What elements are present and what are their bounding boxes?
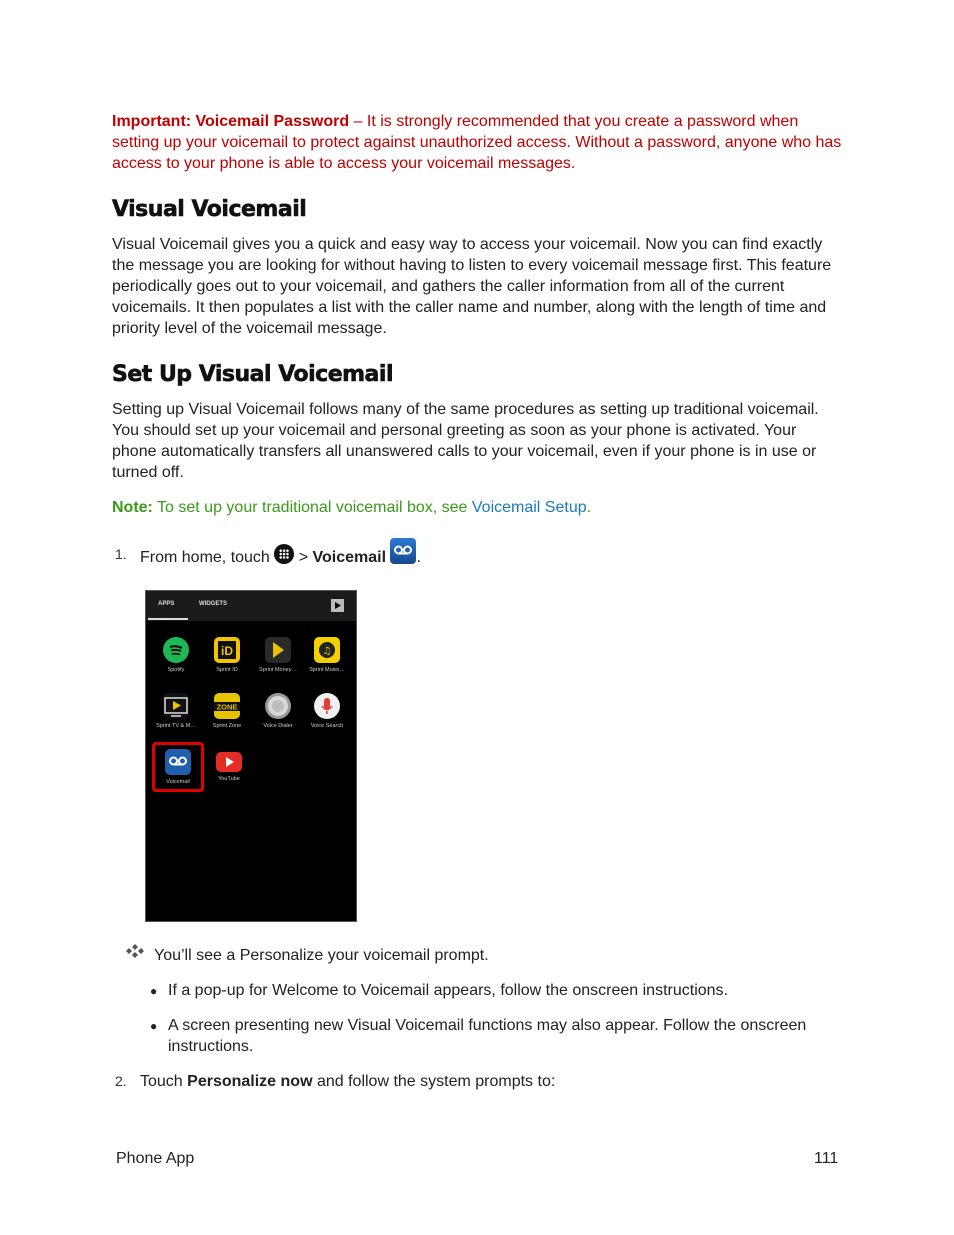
app-sprint-money[interactable] — [252, 637, 304, 673]
sprint-id-icon — [214, 637, 240, 663]
app-label: Sprint Zone — [212, 723, 242, 729]
step-1-end: . — [416, 549, 421, 566]
app-label: Voice Dialer — [263, 723, 293, 729]
step-1-pre: From home, touch — [140, 549, 275, 566]
microphone-icon — [314, 693, 340, 719]
setup-description: Setting up Visual Voicemail follows many of the same procedures as setting up traditional voicemail. You should set up your voicemail and personal greeting as soon as your phone is activated. Your phone automatically transfers all unanswered calls to your voicemail, even if your phone is in use or turned off. — [112, 401, 819, 481]
phone-screenshot — [145, 590, 357, 922]
step-2-personalize-now: Personalize now — [187, 1073, 313, 1090]
bullet-item-1: If a pop-up for Welcome to Voicemail appears, follow the onscreen instructions. — [168, 982, 728, 999]
diamond-bullet-icon — [125, 943, 145, 962]
bullet-dot: ● — [150, 1019, 158, 1033]
svg-text:♫: ♫ — [322, 646, 332, 657]
note-end: . — [586, 499, 592, 516]
visual-voicemail-description: Visual Voicemail gives you a quick and easy way to access your voicemail. Now you can find exactly the message you are looking for without having to listen to every voicemail message first. This feature periodically goes out to your voicemail, and gathers the caller information from all of the current voicemails. It then populates a list with the caller name and number, along with the length of time and priority level of the voicemail message. — [112, 236, 832, 337]
step-1-voicemail: Voicemail — [312, 549, 387, 566]
sprint-zone-icon — [214, 693, 240, 719]
youtube-icon — [216, 752, 242, 772]
note-text: To set up your traditional voicemail box, see — [152, 499, 472, 516]
sprint-tv-icon — [163, 693, 189, 719]
app-label: YouTube — [218, 776, 240, 782]
tab-apps[interactable]: APPS — [158, 601, 175, 607]
footer-section: Phone App — [116, 1150, 195, 1167]
app-sprint-tv[interactable] — [150, 693, 202, 729]
app-spotify[interactable] — [150, 637, 202, 673]
app-label: Spotify — [167, 667, 185, 673]
bullet-item-2: A screen presenting new Visual Voicemail functions may also appear. Follow the onscreen instructions. — [168, 1017, 807, 1055]
note-label: Note: — [112, 499, 153, 516]
svg-text:iD: iD — [221, 644, 233, 658]
apps-icon — [274, 544, 294, 564]
step-2-post: and follow the system prompts to: — [312, 1073, 556, 1090]
page-number: 111 — [814, 1150, 839, 1167]
important-callout — [112, 111, 847, 174]
app-label: Voice Search — [310, 723, 344, 729]
app-label: Sprint Money… — [259, 667, 297, 673]
step-1-sep: > — [294, 549, 313, 566]
tab-apps-indicator — [148, 618, 188, 620]
app-sprint-music[interactable] — [301, 637, 353, 673]
app-label: Voicemail — [166, 779, 190, 785]
note — [112, 497, 591, 518]
step-1 — [140, 538, 421, 568]
play-store-icon[interactable] — [331, 599, 344, 612]
voicemail-setup-link[interactable]: Voicemail Setup — [471, 499, 587, 516]
voice-dialer-icon — [265, 693, 291, 719]
sprint-music-icon — [314, 637, 340, 663]
result-text: You’ll see a Personalize your voicemail prompt. — [154, 947, 489, 964]
app-label: Sprint TV & M… — [156, 723, 196, 729]
voicemail-icon — [390, 538, 416, 564]
svg-text:ZONE: ZONE — [216, 702, 238, 712]
step-1-number: 1. — [115, 546, 127, 562]
step-2 — [140, 1071, 555, 1092]
step-2-pre: Touch — [140, 1073, 188, 1090]
tab-widgets[interactable]: WIDGETS — [199, 601, 227, 607]
spotify-icon — [163, 637, 189, 663]
app-sprint-id[interactable] — [201, 637, 253, 673]
heading-set-up-visual-voicemail: Set Up Visual Voicemail — [112, 362, 393, 387]
app-youtube[interactable] — [203, 749, 255, 782]
sprint-money-icon — [265, 637, 291, 663]
app-label: Sprint Music… — [309, 667, 345, 673]
app-drawer-tabs — [146, 591, 356, 621]
app-voice-dialer[interactable] — [252, 693, 304, 729]
step-2-number: 2. — [115, 1073, 127, 1089]
important-text: – It is strongly recommended that you create a password when setting up your voicemail to protect against unauthorized access. Without a password, anyone who has access to your phone is able to access your voicemail messages. — [112, 113, 842, 172]
app-label: Sprint ID — [216, 667, 238, 673]
bullet-dot: ● — [150, 984, 158, 998]
app-sprint-zone[interactable] — [201, 693, 253, 729]
voicemail-highlight — [152, 742, 204, 792]
app-voice-search[interactable] — [301, 693, 353, 729]
important-label: Important: Voicemail Password — [112, 113, 350, 130]
heading-visual-voicemail: Visual Voicemail — [112, 197, 307, 222]
